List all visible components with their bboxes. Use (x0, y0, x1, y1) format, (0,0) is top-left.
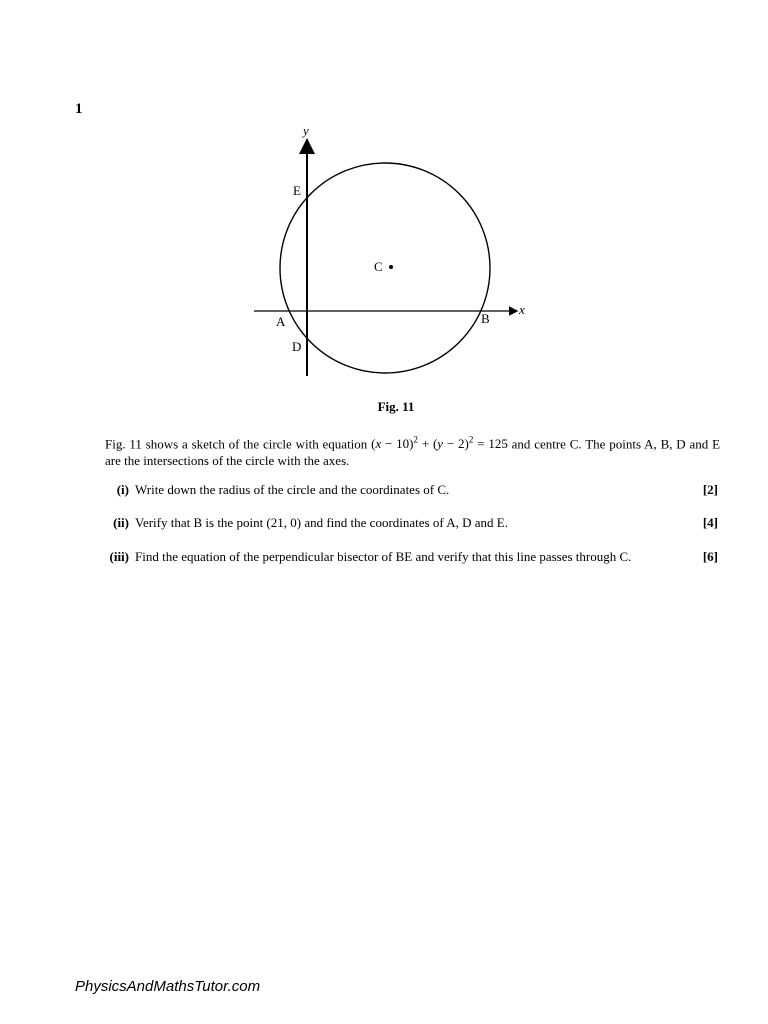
point-d-label: D (292, 339, 302, 354)
circle-diagram (0, 0, 768, 420)
question-intro (105, 432, 720, 469)
intro-text-start: Fig. 11 shows a sketch of the circle with equation (105, 436, 368, 452)
x-axis-label: x (519, 302, 525, 317)
point-b-label: B (481, 311, 490, 326)
part-marks: [6] (702, 549, 718, 564)
part-iii (105, 549, 720, 567)
part-marks: [4] (702, 515, 718, 530)
part-text: Write down the radius of the circle and the coordinates of C. (135, 482, 450, 497)
centre-point (389, 265, 393, 269)
point-c-label: C (374, 259, 383, 274)
equation-rhs: 125 (488, 436, 508, 452)
part-label: (ii) (113, 515, 129, 530)
point-e-label: E (293, 183, 301, 198)
question-number: 1 (75, 101, 83, 117)
part-label: (i) (116, 482, 129, 497)
part-label: (iii) (109, 549, 129, 564)
intro-text-end: and centre C. The points A, B, D and E are the intersections of the circle with the axes. (105, 436, 721, 469)
figure-caption: Fig. 11 (377, 399, 415, 414)
y-axis-label: y (303, 123, 309, 138)
part-text: Find the equation of the perpendicular bisector of BE and verify that this line passes through C. (135, 549, 632, 564)
circle-equation: $(x - 10)^2 + (y - 2)^2 = 125$ (371, 435, 508, 452)
point-a-label: A (276, 314, 286, 329)
footer-site-name: PhysicsAndMathsTutor.com (75, 978, 261, 995)
part-marks: [2] (702, 482, 718, 497)
figure-11 (0, 0, 768, 420)
part-text: Verify that B is the point (21, 0) and find the coordinates of A, D and E. (135, 515, 508, 530)
part-ii (105, 515, 720, 533)
circle (280, 163, 490, 373)
part-i (105, 482, 720, 500)
